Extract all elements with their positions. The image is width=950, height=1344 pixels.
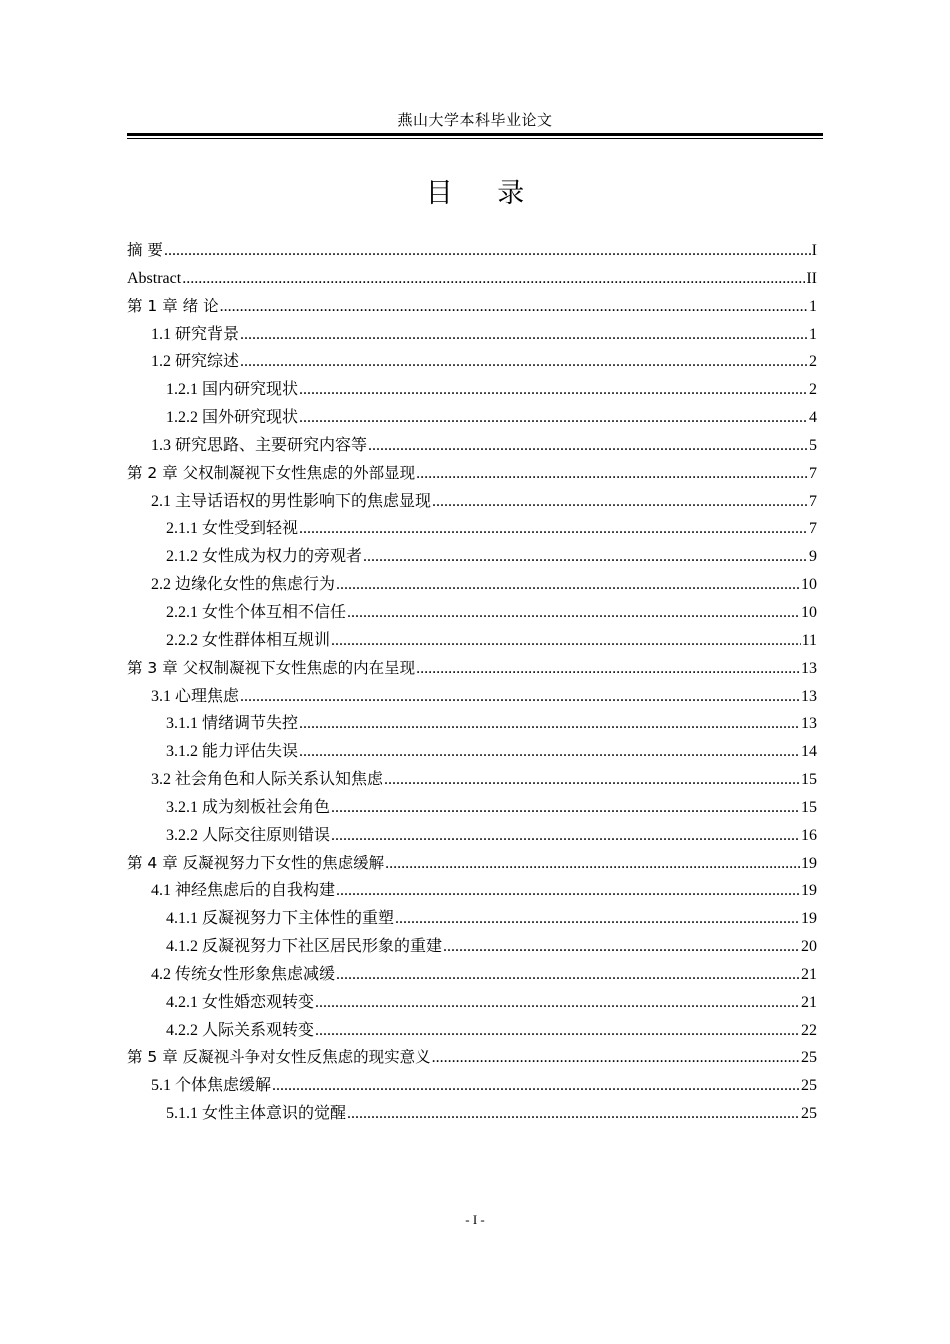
toc-entry-label: 4.1 神经焦虑后的自我构建 [151, 882, 336, 900]
toc-entry-page: 20 [801, 938, 817, 956]
toc-entry-page: 21 [801, 965, 817, 983]
toc-entry-section-4-1[interactable] [127, 877, 817, 905]
header-rule-thick [127, 133, 823, 136]
toc-entry-page: 13 [801, 659, 817, 677]
toc-entry-section-3-2[interactable] [127, 766, 817, 794]
toc-entry-page: 19 [801, 854, 817, 872]
toc-dot-leader [347, 599, 800, 627]
page-title: 目 录 [425, 178, 543, 209]
toc-dot-leader [336, 571, 800, 599]
toc-entry-page: 4 [809, 409, 817, 427]
toc-entry-label: 5.1.1 女性主体意识的觉醒 [166, 1105, 347, 1123]
toc-dot-leader [331, 822, 800, 850]
toc-entry-section-4-2[interactable] [127, 961, 817, 989]
toc-entry-section-1-2-1[interactable] [127, 376, 817, 404]
toc-entry-page: 14 [801, 743, 817, 761]
toc-entry-page: 2 [809, 353, 817, 371]
toc-entry-label: 4.1.2 反凝视努力下社区居民形象的重建 [166, 938, 443, 956]
toc-entry-page: 10 [801, 576, 817, 594]
toc-entry-section-2-1-1[interactable] [127, 515, 817, 543]
toc-entry-page: 1 [809, 325, 817, 343]
toc-entry-section-5-1[interactable] [127, 1072, 817, 1100]
toc-entry-page: 15 [801, 798, 817, 816]
toc-entry-label: 3.2.1 成为刻板社会角色 [166, 798, 331, 816]
toc-entry-label: 第 5 章 反凝视斗争对女性反焦虑的现实意义 [127, 1048, 431, 1067]
toc-entry-label: 2.2.1 女性个体互相不信任 [166, 603, 347, 621]
toc-entry-section-1-3[interactable] [127, 432, 817, 460]
toc-dot-leader [384, 766, 800, 794]
toc-entry-page: 13 [801, 687, 817, 705]
toc-entry-page: 21 [801, 993, 817, 1011]
toc-entry-chapter-4[interactable] [127, 850, 817, 878]
toc-entry-abstract-cn[interactable] [127, 237, 817, 265]
toc-entry-label: 5.1 个体焦虑缓解 [151, 1077, 272, 1095]
toc-dot-leader [363, 543, 808, 571]
toc-entry-section-2-2-2[interactable] [127, 627, 817, 655]
toc-dot-leader [299, 404, 808, 432]
toc-entry-label: 第 3 章 父权制凝视下女性焦虑的内在呈现 [127, 658, 416, 677]
header-rule-thin [127, 138, 823, 139]
toc-entry-section-4-1-1[interactable] [127, 905, 817, 933]
toc-entry-section-1-2-2[interactable] [127, 404, 817, 432]
toc-dot-leader [272, 1072, 800, 1100]
toc-entry-page: 5 [809, 436, 817, 454]
toc-entry-page: 19 [801, 882, 817, 900]
toc-dot-leader [385, 850, 800, 878]
toc-entry-label: 2.1.2 女性成为权力的旁观者 [166, 548, 363, 566]
toc-dot-leader [336, 961, 800, 989]
toc-entry-label: 4.2.1 女性婚恋观转变 [166, 993, 315, 1011]
toc-entry-section-3-2-1[interactable] [127, 794, 817, 822]
toc-entry-label: 1.3 研究思路、主要研究内容等 [151, 436, 368, 454]
toc-entry-page: 10 [801, 603, 817, 621]
toc-dot-leader [240, 683, 800, 711]
toc-dot-leader [395, 905, 800, 933]
toc-entry-label: 2.2.2 女性群体相互规训 [166, 631, 331, 649]
toc-entry-section-5-1-1[interactable] [127, 1100, 817, 1128]
toc-entry-page: 25 [801, 1049, 817, 1067]
table-of-contents [127, 237, 817, 1128]
toc-entry-label: 4.1.1 反凝视努力下主体性的重塑 [166, 910, 395, 928]
toc-entry-page: I [811, 242, 817, 259]
toc-entry-chapter-5[interactable] [127, 1044, 817, 1072]
toc-entry-label: 2.1.1 女性受到轻视 [166, 520, 299, 538]
toc-entry-section-2-1[interactable] [127, 488, 817, 516]
toc-entry-section-4-1-2[interactable] [127, 933, 817, 961]
toc-entry-label: 3.2 社会角色和人际关系认知焦虑 [151, 771, 384, 789]
toc-entry-label: 1.2.1 国内研究现状 [166, 381, 299, 399]
toc-entry-chapter-1[interactable] [127, 293, 817, 321]
toc-dot-leader [331, 794, 800, 822]
toc-entry-section-3-2-2[interactable] [127, 822, 817, 850]
toc-dot-leader [299, 515, 808, 543]
toc-entry-label: 摘 要 [127, 241, 163, 259]
toc-entry-page: II [806, 269, 817, 287]
toc-entry-label: 1.2 研究综述 [151, 353, 240, 371]
toc-dot-leader [315, 1017, 800, 1045]
toc-dot-leader [299, 738, 800, 766]
toc-entry-label: 第 4 章 反凝视努力下女性的焦虑缓解 [127, 853, 385, 872]
toc-entry-page: 7 [809, 520, 817, 538]
toc-entry-page: 2 [809, 381, 817, 399]
toc-entry-label: 第 2 章 父权制凝视下女性焦虑的外部显现 [127, 463, 416, 482]
toc-dot-leader [299, 376, 808, 404]
toc-dot-leader [416, 460, 808, 488]
page-number: - I - [465, 1212, 485, 1227]
running-header: 燕山大学本科毕业论文 [397, 113, 553, 129]
toc-dot-leader [443, 933, 800, 961]
toc-entry-page: 25 [801, 1077, 817, 1095]
toc-entry-abstract-en[interactable] [127, 265, 817, 293]
toc-entry-label: 3.1.1 情绪调节失控 [166, 715, 299, 733]
toc-entry-section-2-2[interactable] [127, 571, 817, 599]
toc-dot-leader [347, 1100, 800, 1128]
toc-entry-page: 25 [801, 1105, 817, 1123]
toc-dot-leader [182, 265, 805, 293]
toc-entry-label: 第 1 章 绪 论 [127, 296, 219, 315]
toc-entry-label: 3.1.2 能力评估失误 [166, 743, 299, 761]
toc-entry-section-2-2-1[interactable] [127, 599, 817, 627]
toc-entry-label: 4.2.2 人际关系观转变 [166, 1021, 315, 1039]
toc-entry-chapter-2[interactable] [127, 460, 817, 488]
toc-entry-page: 22 [801, 1021, 817, 1039]
toc-entry-page: 19 [801, 910, 817, 928]
toc-dot-leader [336, 877, 800, 905]
toc-entry-section-1-1[interactable] [127, 321, 817, 349]
toc-entry-label: 4.2 传统女性形象焦虑减缓 [151, 965, 336, 983]
toc-entry-page: 7 [809, 492, 817, 510]
toc-entry-chapter-3[interactable] [127, 655, 817, 683]
toc-entry-label: 3.2.2 人际交往原则错误 [166, 826, 331, 844]
toc-entry-label: 1.2.2 国外研究现状 [166, 409, 299, 427]
toc-dot-leader [331, 627, 801, 655]
toc-entry-section-1-2[interactable] [127, 348, 817, 376]
toc-dot-leader [432, 488, 808, 516]
toc-entry-label: 1.1 研究背景 [151, 325, 240, 343]
toc-entry-section-3-1-2[interactable] [127, 738, 817, 766]
toc-entry-section-3-1[interactable] [127, 683, 817, 711]
toc-dot-leader [220, 293, 808, 321]
toc-dot-leader [416, 655, 800, 683]
toc-entry-section-4-2-1[interactable] [127, 989, 817, 1017]
toc-entry-page: 15 [801, 771, 817, 789]
toc-dot-leader [368, 432, 808, 460]
toc-dot-leader [164, 237, 811, 265]
toc-entry-page: 13 [801, 715, 817, 733]
toc-entry-label: 2.1 主导话语权的男性影响下的焦虑显现 [151, 492, 432, 510]
toc-entry-label: Abstract [127, 269, 182, 287]
toc-entry-label: 3.1 心理焦虑 [151, 687, 240, 705]
toc-entry-section-4-2-2[interactable] [127, 1017, 817, 1045]
toc-dot-leader [240, 321, 808, 349]
toc-dot-leader [299, 710, 800, 738]
toc-entry-page: 7 [809, 464, 817, 482]
toc-dot-leader [240, 348, 808, 376]
toc-entry-label: 2.2 边缘化女性的焦虑行为 [151, 576, 336, 594]
toc-dot-leader [315, 989, 800, 1017]
toc-entry-page: 1 [809, 297, 817, 315]
toc-entry-page: 16 [801, 826, 817, 844]
toc-entry-section-2-1-2[interactable] [127, 543, 817, 571]
toc-entry-section-3-1-1[interactable] [127, 710, 817, 738]
toc-entry-page: 9 [809, 548, 817, 566]
toc-dot-leader [432, 1044, 800, 1072]
toc-entry-page: 11 [801, 631, 817, 649]
